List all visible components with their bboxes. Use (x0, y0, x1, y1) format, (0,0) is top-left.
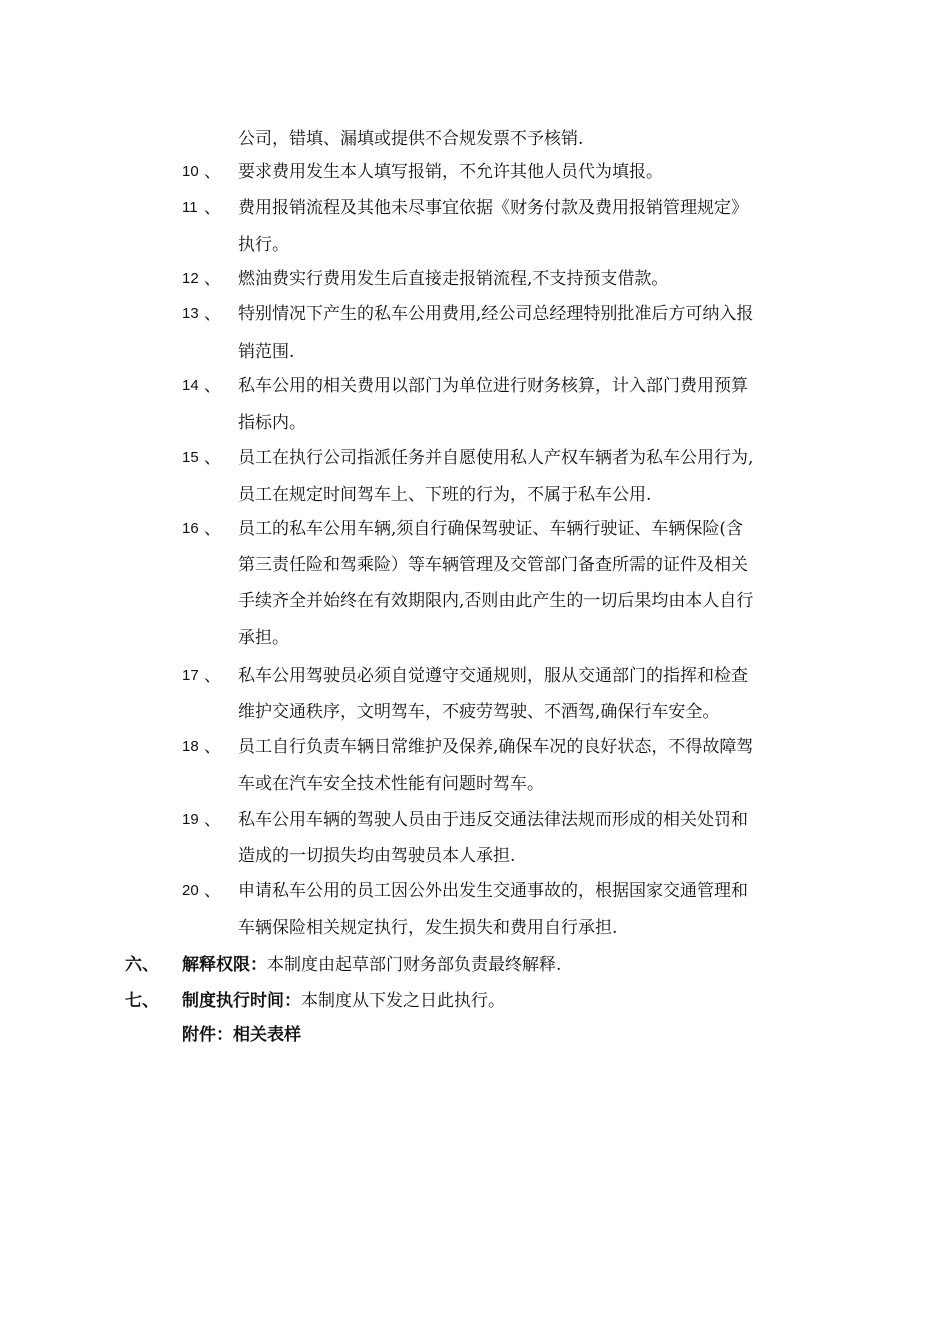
item-16-line-3: 手续齐全并始终在有效期限内,否则由此产生的一切后果均由本人自行 (238, 591, 754, 611)
item-16-line-4: 承担。 (238, 628, 289, 648)
item-9-continuation: 公司，错填、漏填或提供不合规发票不予核销. (238, 129, 584, 149)
item-14-line-2: 指标内。 (238, 413, 306, 433)
section-6-body: 本制度由起草部门财务部负责最终解释. (267, 955, 562, 975)
item-16-separator: 、 (204, 519, 221, 539)
item-18-line-2: 车或在汽车安全技术性能有问题时驾车。 (238, 774, 544, 794)
item-11-number: 11 (182, 199, 198, 216)
item-17-line-1: 私车公用驾驶员必须自觉遵守交通规则，服从交通部门的指挥和检查 (238, 666, 748, 686)
item-13-line-2: 销范围. (238, 342, 295, 362)
item-14-number: 14 (182, 377, 199, 394)
item-20-line-1: 申请私车公用的员工因公外出发生交通事故的，根据国家交通管理和 (238, 881, 748, 901)
attachment-label: 附件：相关表样 (182, 1025, 301, 1045)
item-17-separator: 、 (204, 666, 221, 686)
item-16-line-2: 第三责任险和驾乘险）等车辆管理及交管部门备查所需的证件及相关 (238, 555, 748, 575)
item-19-number: 19 (182, 811, 199, 828)
item-17-number: 17 (182, 667, 199, 684)
section-6-line (182, 953, 561, 977)
item-14-line-1: 私车公用的相关费用以部门为单位进行财务核算，计入部门费用预算 (238, 376, 748, 396)
item-15-line-2: 员工在规定时间驾车上、下班的行为，不属于私车公用. (238, 485, 652, 505)
item-19-line-1: 私车公用车辆的驾驶人员由于违反交通法律法规而形成的相关处罚和 (238, 810, 748, 830)
item-17-line-2: 维护交通秩序，文明驾车，不疲劳驾驶、不酒驾,确保行车安全。 (238, 702, 720, 722)
item-19-separator: 、 (204, 810, 221, 830)
item-19-line-2: 造成的一切损失均由驾驶员本人承担. (238, 846, 516, 866)
section-7-number: 七、 (125, 991, 159, 1011)
item-11-line-1: 费用报销流程及其他未尽事宜依据《财务付款及费用报销管理规定》 (238, 198, 748, 218)
item-20-separator: 、 (204, 881, 221, 901)
section-7-title: 制度执行时间： (182, 991, 301, 1011)
item-15-number: 15 (182, 449, 199, 466)
item-11-separator: 、 (204, 198, 221, 218)
section-7-body: 本制度从下发之日此执行。 (301, 991, 505, 1011)
item-12-line-1: 燃油费实行费用发生后直接走报销流程,不支持预支借款。 (238, 269, 669, 289)
item-20-line-2: 车辆保险相关规定执行，发生损失和费用自行承担. (238, 918, 618, 938)
item-15-separator: 、 (204, 448, 221, 468)
item-11-line-2: 执行。 (238, 235, 289, 255)
section-7-line (182, 989, 505, 1013)
item-10-line-1: 要求费用发生本人填写报销，不允许其他人员代为填报。 (238, 162, 663, 182)
item-13-number: 13 (182, 305, 199, 322)
item-12-number: 12 (182, 270, 199, 287)
item-10-separator: 、 (204, 162, 221, 182)
item-18-number: 18 (182, 738, 199, 755)
item-16-line-1: 员工的私车公用车辆,须自行确保驾驶证、车辆行驶证、车辆保险(含 (238, 519, 744, 539)
item-13-separator: 、 (204, 304, 221, 324)
item-15-line-1: 员工在执行公司指派任务并自愿使用私人产权车辆者为私车公用行为, (238, 448, 754, 468)
item-10-number: 10 (182, 163, 199, 180)
item-14-separator: 、 (204, 376, 221, 396)
section-6-number: 六、 (125, 955, 159, 975)
item-12-separator: 、 (204, 269, 221, 289)
item-13-line-1: 特别情况下产生的私车公用费用,经公司总经理特别批准后方可纳入报 (238, 304, 754, 324)
item-20-number: 20 (182, 882, 199, 899)
item-16-number: 16 (182, 520, 199, 537)
item-18-separator: 、 (204, 737, 221, 757)
section-6-title: 解释权限： (182, 955, 267, 975)
item-18-line-1: 员工自行负责车辆日常维护及保养,确保车况的良好状态，不得故障驾 (238, 737, 754, 757)
